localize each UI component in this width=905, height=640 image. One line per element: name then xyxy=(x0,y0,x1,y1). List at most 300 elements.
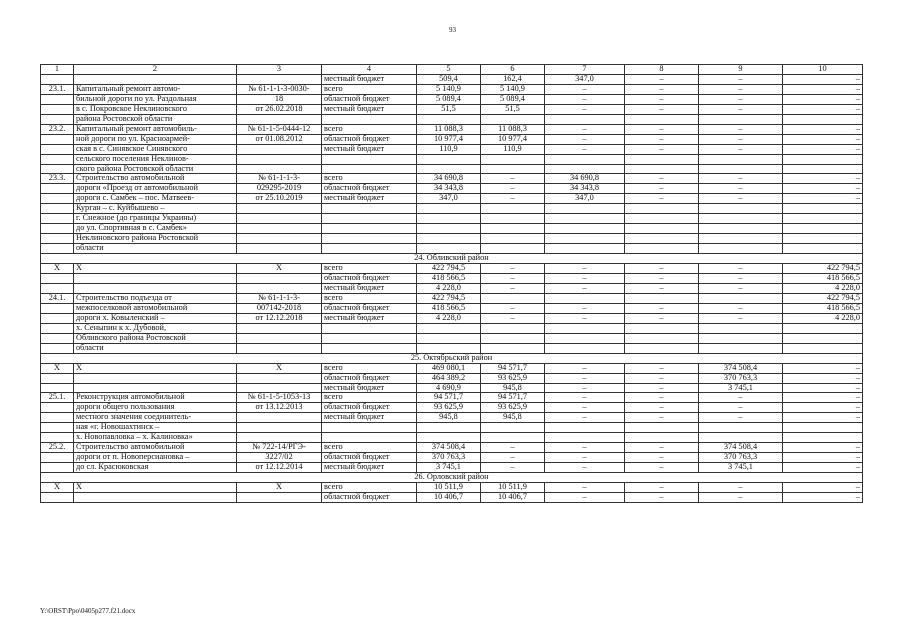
year-cell: 347,0 xyxy=(545,74,625,84)
year-cell: – xyxy=(699,483,783,493)
district-heading: 26. Орловский район xyxy=(41,473,863,483)
year-cell: – xyxy=(783,453,863,463)
year-cell: 418 566,5 xyxy=(783,303,863,313)
year-cell: – xyxy=(481,274,545,284)
year-cell: – xyxy=(699,184,783,194)
year-cell: – xyxy=(625,393,699,403)
year-cell: – xyxy=(699,283,783,293)
year-cell: 5 089,4 xyxy=(481,94,545,104)
document-cell: № 61-1-5-1053-13 xyxy=(237,393,322,403)
year-cell: – xyxy=(783,144,863,154)
object-name-cell xyxy=(74,74,237,84)
object-name-cell: х. Новопавловка – х. Калиновка» xyxy=(74,433,237,443)
year-cell: 93 625,9 xyxy=(481,373,545,383)
year-cell xyxy=(481,164,545,174)
object-name-cell: ская в с. Синявское Синявского xyxy=(74,144,237,154)
year-cell: – xyxy=(783,84,863,94)
budget-type-cell: всего xyxy=(322,363,417,373)
year-cell xyxy=(699,224,783,234)
year-cell: – xyxy=(699,403,783,413)
item-number-cell xyxy=(41,283,74,293)
year-cell: – xyxy=(625,144,699,154)
table-row xyxy=(41,443,863,453)
year-cell: – xyxy=(699,393,783,403)
year-cell xyxy=(783,423,863,433)
year-cell: – xyxy=(545,144,625,154)
item-number-cell xyxy=(41,492,74,502)
budget-type-cell xyxy=(322,333,417,343)
item-number-cell xyxy=(41,224,74,234)
total-cell: 93 625,9 xyxy=(417,403,481,413)
total-cell xyxy=(417,114,481,124)
year-cell: – xyxy=(699,144,783,154)
year-cell: – xyxy=(481,303,545,313)
object-name-cell: Строительство подъезда от xyxy=(74,293,237,303)
year-cell: 374 508,4 xyxy=(699,363,783,373)
table-row xyxy=(41,134,863,144)
year-cell: – xyxy=(783,363,863,373)
year-cell: – xyxy=(783,104,863,114)
document-cell xyxy=(237,323,322,333)
year-cell xyxy=(699,433,783,443)
year-cell xyxy=(625,154,699,164)
total-cell: 110,9 xyxy=(417,144,481,154)
budget-type-cell: всего xyxy=(322,483,417,493)
year-cell: – xyxy=(545,363,625,373)
total-cell: 10 977,4 xyxy=(417,134,481,144)
table-row xyxy=(41,373,863,383)
year-cell: – xyxy=(699,264,783,274)
table-row xyxy=(41,194,863,204)
item-number-cell xyxy=(41,463,74,473)
table-row xyxy=(41,244,863,254)
year-cell: – xyxy=(783,124,863,134)
year-cell xyxy=(481,323,545,333)
total-cell xyxy=(417,423,481,433)
document-cell xyxy=(237,492,322,502)
year-cell xyxy=(545,433,625,443)
column-header: 9 xyxy=(699,65,783,75)
total-cell: 51,5 xyxy=(417,104,481,114)
year-cell xyxy=(481,234,545,244)
document-cell xyxy=(237,234,322,244)
year-cell xyxy=(783,204,863,214)
year-cell: – xyxy=(783,413,863,423)
year-cell: – xyxy=(545,373,625,383)
document-cell xyxy=(237,433,322,443)
year-cell: – xyxy=(625,184,699,194)
document-cell: № 61-1-1-3-0030- xyxy=(237,84,322,94)
year-cell: – xyxy=(699,274,783,284)
document-cell xyxy=(237,343,322,353)
object-name-cell: сельского поселения Неклинов- xyxy=(74,154,237,164)
year-cell xyxy=(545,343,625,353)
item-number-cell xyxy=(41,433,74,443)
year-cell xyxy=(699,114,783,124)
item-number-cell xyxy=(41,373,74,383)
object-name-cell: Неклиновского района Ростовской xyxy=(74,234,237,244)
total-cell: 347,0 xyxy=(417,194,481,204)
year-cell: – xyxy=(545,492,625,502)
year-cell xyxy=(481,154,545,164)
item-number-cell xyxy=(41,244,74,254)
table-row xyxy=(41,74,863,84)
year-cell xyxy=(783,244,863,254)
table-row xyxy=(41,114,863,124)
year-cell: – xyxy=(481,283,545,293)
budget-type-cell: областной бюджет xyxy=(322,184,417,194)
year-cell: 418 566,5 xyxy=(783,274,863,284)
budget-type-cell xyxy=(322,224,417,234)
year-cell: – xyxy=(481,264,545,274)
year-cell: – xyxy=(625,134,699,144)
table-row xyxy=(41,313,863,323)
object-name-cell: х. Сеныпин к х. Дубовой, xyxy=(74,323,237,333)
object-name-cell xyxy=(74,383,237,393)
year-cell xyxy=(545,224,625,234)
item-number-cell xyxy=(41,204,74,214)
document-cell: № 61-1-1-3- xyxy=(237,293,322,303)
total-cell: 5 140,9 xyxy=(417,84,481,94)
table-row xyxy=(41,333,863,343)
table-row xyxy=(41,393,863,403)
year-cell: – xyxy=(625,274,699,284)
table-row xyxy=(41,84,863,94)
column-header: 5 xyxy=(417,65,481,75)
item-number-cell xyxy=(41,164,74,174)
year-cell: – xyxy=(545,383,625,393)
document-cell xyxy=(237,114,322,124)
object-name-cell: Капитальный ремонт автомо- xyxy=(74,84,237,94)
year-cell xyxy=(545,204,625,214)
budget-table xyxy=(40,64,863,503)
year-cell xyxy=(625,333,699,343)
year-cell xyxy=(699,343,783,353)
document-cell: от 12.12.2014 xyxy=(237,463,322,473)
year-cell: – xyxy=(545,403,625,413)
year-cell xyxy=(625,214,699,224)
total-cell: 418 566,5 xyxy=(417,274,481,284)
year-cell xyxy=(783,323,863,333)
total-cell: 10 406,7 xyxy=(417,492,481,502)
year-cell: – xyxy=(625,413,699,423)
year-cell: – xyxy=(625,264,699,274)
document-cell xyxy=(237,214,322,224)
year-cell xyxy=(783,234,863,244)
item-number-cell: 24.1. xyxy=(41,293,74,303)
budget-type-cell: местный бюджет xyxy=(322,104,417,114)
object-name-cell: области xyxy=(74,244,237,254)
year-cell xyxy=(481,204,545,214)
year-cell: – xyxy=(699,174,783,184)
column-header: 7 xyxy=(545,65,625,75)
year-cell xyxy=(481,293,545,303)
year-cell xyxy=(625,244,699,254)
item-number-cell xyxy=(41,194,74,204)
year-cell xyxy=(783,154,863,164)
column-header: 4 xyxy=(322,65,417,75)
year-cell xyxy=(481,224,545,234)
year-cell: – xyxy=(545,274,625,284)
item-number-cell xyxy=(41,214,74,224)
item-number-cell xyxy=(41,114,74,124)
year-cell: – xyxy=(625,373,699,383)
year-cell: – xyxy=(699,303,783,313)
document-cell xyxy=(237,383,322,393)
year-cell: – xyxy=(625,303,699,313)
year-cell: – xyxy=(625,94,699,104)
year-cell xyxy=(625,114,699,124)
total-cell: 5 089,4 xyxy=(417,94,481,104)
year-cell xyxy=(699,333,783,343)
year-cell xyxy=(545,323,625,333)
object-name-cell: ная «г. Новошахтинск – xyxy=(74,423,237,433)
item-number-cell xyxy=(41,343,74,353)
object-name-cell: местного значения соединитель- xyxy=(74,413,237,423)
budget-type-cell: местный бюджет xyxy=(322,283,417,293)
year-cell: – xyxy=(699,134,783,144)
budget-type-cell: всего xyxy=(322,174,417,184)
year-cell: – xyxy=(481,453,545,463)
budget-type-cell: всего xyxy=(322,264,417,274)
total-cell: 4 228,0 xyxy=(417,283,481,293)
object-name-cell: до сл. Красюковская xyxy=(74,463,237,473)
item-number-cell: Х xyxy=(41,264,74,274)
table-row xyxy=(41,293,863,303)
table-row xyxy=(41,274,863,284)
year-cell: – xyxy=(481,463,545,473)
budget-type-cell: областной бюджет xyxy=(322,94,417,104)
year-cell: – xyxy=(545,393,625,403)
budget-type-cell xyxy=(322,423,417,433)
total-cell: 3 745,1 xyxy=(417,463,481,473)
total-cell: 945,8 xyxy=(417,413,481,423)
item-number-cell xyxy=(41,453,74,463)
budget-type-cell xyxy=(322,164,417,174)
year-cell: – xyxy=(783,134,863,144)
year-cell: – xyxy=(545,313,625,323)
object-name-cell: Капитальный ремонт автомобиль- xyxy=(74,124,237,134)
budget-type-cell xyxy=(322,343,417,353)
total-cell xyxy=(417,154,481,164)
item-number-cell xyxy=(41,403,74,413)
document-cell: № 61-1-5-0444-12 xyxy=(237,124,322,134)
object-name-cell: Х xyxy=(74,363,237,373)
year-cell: – xyxy=(545,303,625,313)
table-row xyxy=(41,343,863,353)
document-cell: № 61-1-1-3- xyxy=(237,174,322,184)
object-name-cell: дороги общего пользования xyxy=(74,403,237,413)
year-cell: – xyxy=(625,283,699,293)
total-cell: 464 389,2 xyxy=(417,373,481,383)
budget-type-cell: местный бюджет xyxy=(322,413,417,423)
item-number-cell xyxy=(41,104,74,114)
total-cell: 374 508,4 xyxy=(417,443,481,453)
year-cell: 945,8 xyxy=(481,413,545,423)
year-cell: 3 745,1 xyxy=(699,463,783,473)
year-cell: – xyxy=(545,124,625,134)
object-name-cell: г. Снежное (до границы Украины) xyxy=(74,214,237,224)
column-header: 2 xyxy=(74,65,237,75)
year-cell: 10 977,4 xyxy=(481,134,545,144)
year-cell: 51,5 xyxy=(481,104,545,114)
total-cell: 4 228,0 xyxy=(417,313,481,323)
year-cell: 94 571,7 xyxy=(481,363,545,373)
year-cell: – xyxy=(625,84,699,94)
item-number-cell: 23.2. xyxy=(41,124,74,134)
object-name-cell: бильной дороги по ул. Раздольная xyxy=(74,94,237,104)
budget-type-cell: областной бюджет xyxy=(322,453,417,463)
year-cell: – xyxy=(625,124,699,134)
total-cell: 422 794,5 xyxy=(417,264,481,274)
year-cell: – xyxy=(783,443,863,453)
year-cell: 93 625,9 xyxy=(481,403,545,413)
document-cell: от 26.02.2018 xyxy=(237,104,322,114)
year-cell xyxy=(625,323,699,333)
table-row xyxy=(41,184,863,194)
year-cell xyxy=(699,293,783,303)
budget-type-cell: всего xyxy=(322,443,417,453)
year-cell: 347,0 xyxy=(545,194,625,204)
year-cell: – xyxy=(625,463,699,473)
year-cell: 11 088,3 xyxy=(481,124,545,134)
item-number-cell xyxy=(41,423,74,433)
year-cell: – xyxy=(783,174,863,184)
year-cell: 5 140,9 xyxy=(481,84,545,94)
year-cell: – xyxy=(625,443,699,453)
document-cell xyxy=(237,373,322,383)
year-cell xyxy=(481,433,545,443)
table-row xyxy=(41,463,863,473)
table-row xyxy=(41,303,863,313)
year-cell: – xyxy=(625,194,699,204)
table-row xyxy=(41,413,863,423)
item-number-cell: 23.1. xyxy=(41,84,74,94)
year-cell xyxy=(481,214,545,224)
total-cell: 34 690,8 xyxy=(417,174,481,184)
budget-type-cell: местный бюджет xyxy=(322,463,417,473)
district-heading: 25. Октябрьский район xyxy=(41,353,863,363)
year-cell: – xyxy=(625,313,699,323)
document-cell: Х xyxy=(237,363,322,373)
year-cell: – xyxy=(783,373,863,383)
total-cell xyxy=(417,214,481,224)
year-cell: – xyxy=(625,483,699,493)
object-name-cell xyxy=(74,283,237,293)
year-cell xyxy=(545,154,625,164)
year-cell: – xyxy=(699,194,783,204)
year-cell: – xyxy=(783,492,863,502)
year-cell xyxy=(783,433,863,443)
total-cell xyxy=(417,343,481,353)
budget-type-cell: местный бюджет xyxy=(322,383,417,393)
table-row xyxy=(41,174,863,184)
total-cell: 4 690,9 xyxy=(417,383,481,393)
table-row xyxy=(41,104,863,114)
year-cell: 34 343,8 xyxy=(545,184,625,194)
item-number-cell xyxy=(41,234,74,244)
year-cell: – xyxy=(545,84,625,94)
year-cell: 162,4 xyxy=(481,74,545,84)
document-cell: от 25.10.2019 xyxy=(237,194,322,204)
document-cell: от 12.12.2018 xyxy=(237,313,322,323)
document-cell xyxy=(237,224,322,234)
year-cell: 945,8 xyxy=(481,383,545,393)
budget-type-cell: местный бюджет xyxy=(322,194,417,204)
year-cell xyxy=(481,343,545,353)
object-name-cell: района Ростовской области xyxy=(74,114,237,124)
year-cell: – xyxy=(783,383,863,393)
total-cell: 94 571,7 xyxy=(417,393,481,403)
document-cell: 18 xyxy=(237,94,322,104)
total-cell xyxy=(417,224,481,234)
budget-type-cell xyxy=(322,244,417,254)
year-cell xyxy=(481,114,545,124)
object-name-cell: Х xyxy=(74,264,237,274)
year-cell xyxy=(481,333,545,343)
year-cell xyxy=(699,423,783,433)
year-cell xyxy=(783,164,863,174)
year-cell: – xyxy=(783,393,863,403)
column-header-row xyxy=(41,65,863,75)
document-cell: от 13.12.2013 xyxy=(237,403,322,413)
object-name-cell: дороги «Проезд от автомобильной xyxy=(74,184,237,194)
object-name-cell: ского района Ростовской области xyxy=(74,164,237,174)
year-cell: – xyxy=(481,184,545,194)
year-cell: – xyxy=(783,194,863,204)
item-number-cell xyxy=(41,333,74,343)
year-cell xyxy=(545,214,625,224)
column-header: 10 xyxy=(783,65,863,75)
budget-type-cell: областной бюджет xyxy=(322,303,417,313)
budget-type-cell: областной бюджет xyxy=(322,274,417,284)
year-cell: – xyxy=(699,74,783,84)
table-row xyxy=(41,363,863,373)
table-row xyxy=(41,164,863,174)
total-cell xyxy=(417,333,481,343)
total-cell: 418 566,5 xyxy=(417,303,481,313)
year-cell: 4 228,0 xyxy=(783,283,863,293)
document-cell: Х xyxy=(237,264,322,274)
year-cell xyxy=(545,333,625,343)
budget-type-cell: всего xyxy=(322,393,417,403)
total-cell: 11 088,3 xyxy=(417,124,481,134)
year-cell: – xyxy=(481,194,545,204)
district-heading-row xyxy=(41,473,863,483)
year-cell xyxy=(625,293,699,303)
year-cell xyxy=(783,214,863,224)
footer-file-path: Y:\ORST\Ppo\0405p277.f21.docx xyxy=(40,607,136,615)
year-cell: – xyxy=(545,483,625,493)
year-cell: – xyxy=(699,104,783,114)
budget-type-cell: всего xyxy=(322,84,417,94)
year-cell xyxy=(699,154,783,164)
budget-type-cell: местный бюджет xyxy=(322,313,417,323)
item-number-cell: 25.2. xyxy=(41,443,74,453)
year-cell xyxy=(699,323,783,333)
year-cell: 422 794,5 xyxy=(783,293,863,303)
district-heading: 24. Обливский район xyxy=(41,254,863,264)
district-heading-row xyxy=(41,353,863,363)
table-row xyxy=(41,154,863,164)
object-name-cell: Обливского района Ростовской xyxy=(74,333,237,343)
total-cell xyxy=(417,323,481,333)
item-number-cell xyxy=(41,313,74,323)
document-cell xyxy=(237,274,322,284)
object-name-cell: до ул. Спортивная в с. Самбек» xyxy=(74,224,237,234)
budget-type-cell xyxy=(322,204,417,214)
table-row xyxy=(41,323,863,333)
